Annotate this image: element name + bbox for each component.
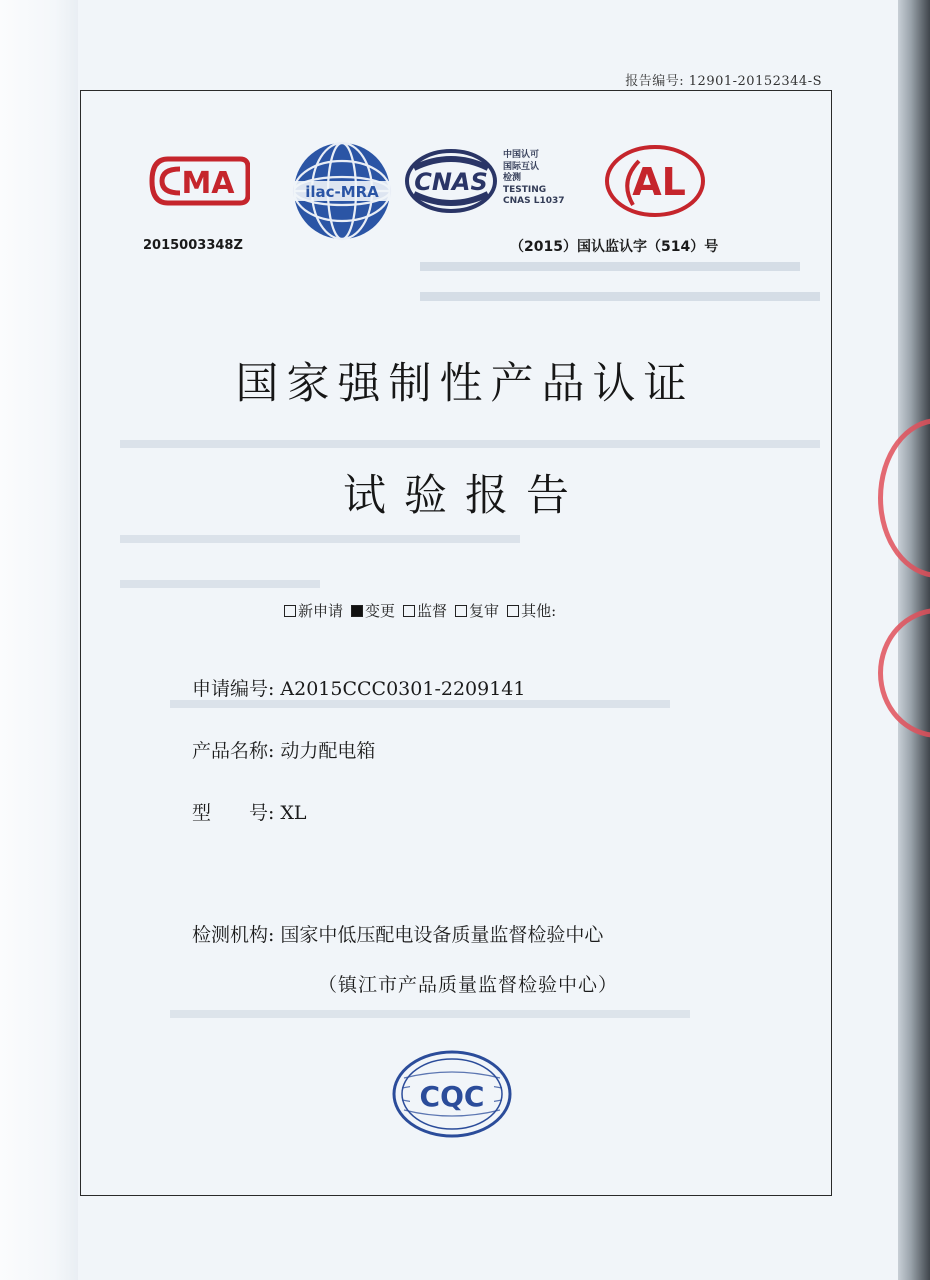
option-supervision	[403, 600, 447, 621]
ilac-mra-logo	[288, 137, 396, 245]
cnas-line: TESTING	[503, 184, 547, 195]
checkbox-icon	[403, 605, 415, 617]
cnas-accreditation-text	[503, 150, 565, 208]
field-label: 型 号:	[192, 802, 275, 824]
option-review	[455, 600, 499, 621]
cnas-line: 中国认可	[503, 150, 540, 160]
application-type-options	[284, 600, 556, 621]
product-name-value: 动力配电箱	[280, 740, 376, 762]
model-field	[192, 798, 307, 825]
cqc-logo-text: CQC	[419, 1080, 485, 1113]
option-new-application	[284, 600, 343, 621]
scan-margin-left	[0, 0, 78, 1280]
cma-logo-text: MA	[181, 166, 235, 201]
report-subtitle: 试验报告	[343, 471, 587, 521]
option-label: 复审	[469, 602, 500, 620]
field-label: 申请编号:	[192, 678, 275, 700]
cma-code: 2015003348Z	[143, 238, 243, 253]
report-title: 国家强制性产品认证	[235, 359, 695, 409]
cqc-logo	[390, 1048, 514, 1140]
checkbox-icon	[284, 605, 296, 617]
checkbox-icon	[507, 605, 519, 617]
application-number-value: A2015CCC0301-2209141	[280, 678, 526, 700]
option-label: 其他:	[521, 602, 557, 620]
field-label: 产品名称:	[192, 740, 275, 762]
option-label: 新申请	[298, 602, 344, 620]
cnas-line: CNAS L1037	[503, 196, 565, 206]
testing-lab-field	[192, 920, 603, 947]
page-frame	[80, 90, 832, 1196]
cal-logo	[603, 143, 707, 219]
option-other	[507, 600, 556, 621]
application-number-field	[192, 674, 526, 701]
cal-code: （2015）国认监认字（514）号	[510, 239, 719, 255]
cnas-line: 检测	[503, 173, 522, 183]
cnas-line: 国际互认	[503, 161, 540, 172]
option-label: 监督	[417, 602, 448, 620]
option-change	[351, 600, 395, 621]
cnas-logo-text: CNAS	[414, 168, 488, 196]
model-value: XL	[280, 802, 307, 824]
report-number: 报告编号: 12901-20152344-S	[625, 74, 822, 89]
checkbox-icon	[455, 605, 467, 617]
testing-lab-value: 国家中低压配电设备质量监督检验中心	[280, 924, 604, 946]
cma-logo	[148, 155, 250, 207]
option-label: 变更	[365, 602, 396, 620]
field-label: 检测机构:	[192, 924, 275, 946]
testing-lab-subname: （镇江市产品质量监督检验中心）	[318, 974, 619, 996]
cnas-logo	[404, 148, 498, 214]
ilac-logo-text: ilac-MRA	[305, 183, 379, 201]
product-name-field	[192, 736, 375, 763]
cal-logo-text: AL	[632, 160, 686, 204]
checkbox-checked-icon	[351, 605, 363, 617]
